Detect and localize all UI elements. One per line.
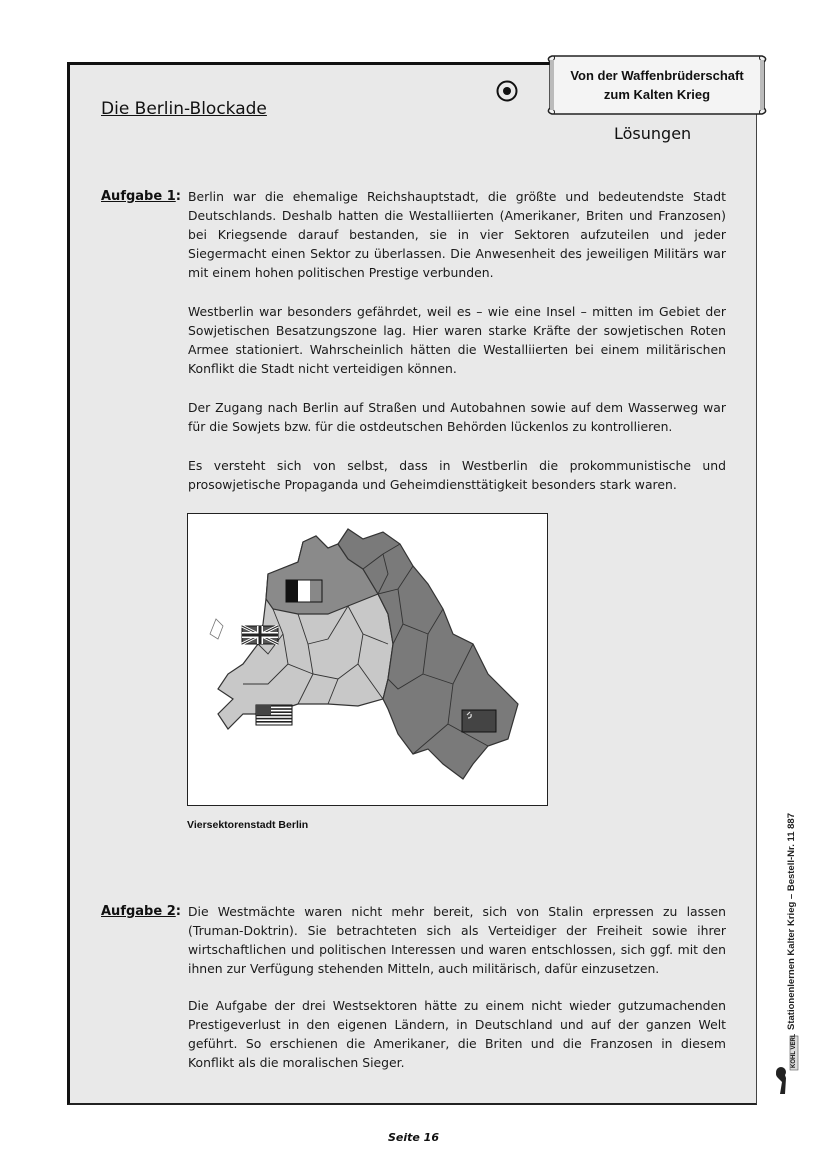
publisher-logo — [772, 1034, 802, 1096]
task-2-label-text: Aufgabe 2 — [101, 904, 176, 919]
task-1-paragraph-2: Westberlin war besonders gefährdet, weil es – wie eine Insel – mitten im Gebiet der Sowjetischen Besatzungszone lag. Hier waren starke Kräfte der sowjetischen Roten Armee stationiert. Wahrscheinlich hätten die Westalliierten bei einem militärischen Konflikt die Stadt nicht verteidigen können. — [188, 304, 726, 376]
task-1-paragraph-3: Der Zugang nach Berlin auf Straßen und Autobahnen sowie auf dem Wasserweg war für die Sowjets bzw. für die ostdeutschen Behörden lückenlos zu kontrollieren. — [188, 400, 726, 434]
task-1-label: Aufgabe 1: — [101, 189, 181, 204]
banner-line-2: zum Kalten Krieg — [603, 87, 711, 102]
task-2-paragraph-2: Die Aufgabe der drei Westsektoren hätte zu einem nicht wieder gutzumachenden Prestigeverlust in den eigenen Ländern, in Deutschland und auf der ganzen Welt geführt. So erschienen die Amerikaner, die Briten und die Franzosen in diesem Konflikt als die moralischen Sieger. — [188, 998, 726, 1070]
task-2-label: Aufgabe 2: — [101, 904, 181, 919]
enclave-outline — [210, 619, 223, 639]
berlin-sector-map — [187, 513, 548, 806]
logo-text: KOHL VERLAG — [791, 1034, 797, 1068]
usa-flag-icon — [256, 705, 292, 725]
map-caption: Viersektorenstadt Berlin — [187, 819, 309, 831]
solutions-label: Lösungen — [614, 124, 692, 143]
banner-line-1: Von der Waffenbrüderschaft — [570, 68, 744, 83]
target-icon — [496, 80, 518, 102]
task-1-paragraph-4: Es versteht sich von selbst, dass in Westberlin die prokommunistische und prosowjetische Propaganda und Geheimdiensttätigkeit besonders stark waren. — [188, 458, 726, 492]
page-title: Die Berlin-Blockade — [101, 99, 267, 119]
task-1-label-text: Aufgabe 1 — [101, 189, 176, 204]
uk-flag-icon — [242, 626, 278, 644]
banner-text — [546, 66, 768, 104]
title-banner-scroll — [546, 52, 768, 118]
berlin-map-graphic — [188, 514, 547, 805]
order-number-sidebar: Stationenlernen Kalter Krieg – Bestell-Nr. 11 887 — [786, 812, 797, 1030]
france-flag-icon — [286, 580, 322, 602]
tree-logo-icon — [772, 1034, 802, 1096]
page-number: Seite 16 — [387, 1131, 439, 1144]
ussr-flag-icon — [462, 710, 496, 732]
task-2-paragraph-1: Die Westmächte waren nicht mehr bereit, sich von Stalin erpressen zu lassen (Truman-Doktrin). Sie betrachteten sich als Verteidiger der Freiheit sowie ihrer wirtschaftlichen und politischen Interessen und waren entschlossen, sich ggf. mit den ihnen zur Verfügung stehenden Mitteln, auch militärisch, dafür einzusetzen. — [188, 904, 726, 976]
task-1-paragraph-1: Berlin war die ehemalige Reichshauptstadt, die größte und bedeutendste Stadt Deutschlands. Deshalb hatten die Westalliierten (Amerikaner, Briten und Franzosen) bei Kriegsende darauf bestanden, sie in vier Sektoren aufzuteilen und jeder Siegermacht einen Sektor zu überlassen. Die Anwesenheit des jeweiligen Militärs war mit einem hohen politischen Prestige verbunden. — [188, 189, 726, 280]
